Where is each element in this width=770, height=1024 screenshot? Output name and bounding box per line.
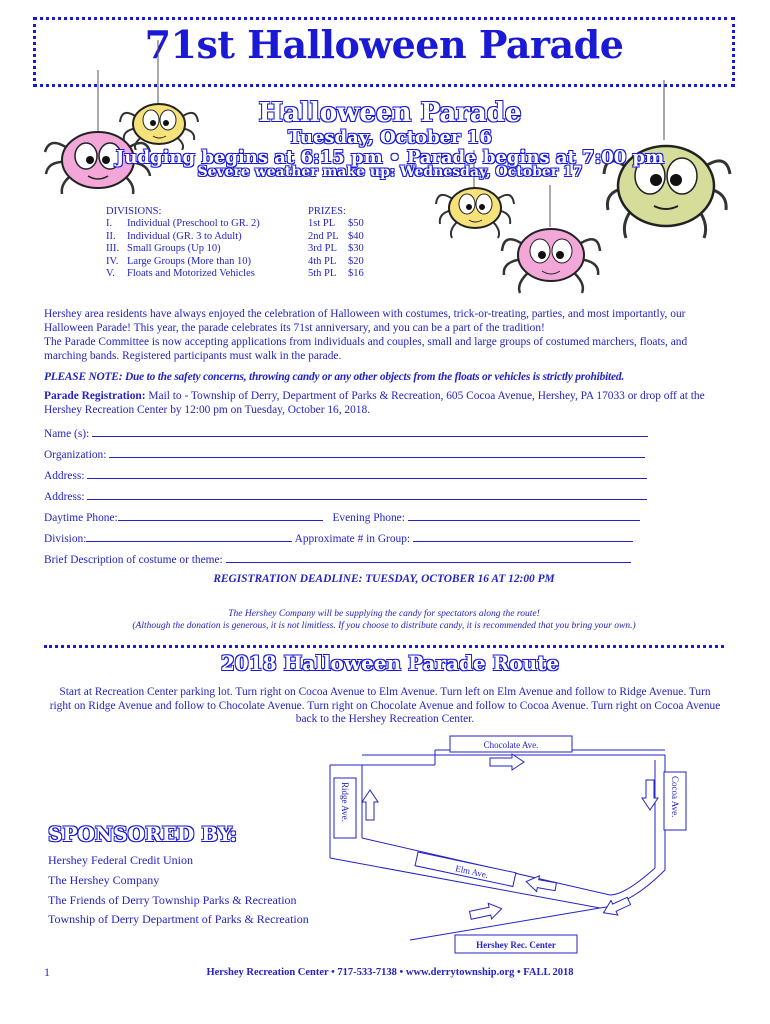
costume-field[interactable] [226, 552, 631, 563]
map-label-rec-center: Hershey Rec. Center [476, 940, 556, 950]
division-item: I. Individual (Preschool to GR. 2) [106, 218, 260, 230]
subtitle: Halloween Parade [258, 98, 522, 128]
evening-phone-field[interactable] [408, 510, 640, 521]
name-label: Name (s): [44, 428, 90, 440]
map-label-cocoa: Cocoa Ave. [670, 776, 680, 818]
registration-text: Mail to - Township of Derry, Department of Parks & Recreation, 605 Cocoa Avenue, Hershey, PA 17033 or drop off at the Hershey Recreation Center by 12:00 pm on Tuesday, October 16, 2018. [44, 390, 705, 416]
map-label-chocolate: Chocolate Ave. [483, 740, 539, 750]
map-label-ridge: Ridge Ave. [340, 782, 350, 822]
registration-label: Parade Registration: [44, 390, 146, 402]
prize-item: 5th PL $16 [308, 268, 364, 280]
route-description: Start at Recreation Center parking lot. Turn right on Cocoa Avenue to Elm Avenue. Turn left on Elm Avenue and follow to Ridge Avenue. Turn right on Ridge Avenue and follow to Chocolate Avenue. Turn right on Chocolate Avenue and follow to Cocoa Avenue. Turn right on Cocoa Avenue back to the Hershey Recreation Center. [49, 686, 721, 726]
division-label: Division: [44, 533, 87, 545]
footer-text: Hershey Recreation Center • 717-533-7138 • www.derrytownship.org • FALL 2018 [206, 967, 574, 978]
arrow-down-icon [642, 780, 658, 810]
address-field-1[interactable] [87, 468, 647, 479]
division-field[interactable] [86, 531, 292, 542]
sponsor-item: The Hershey Company [48, 872, 160, 887]
evening-phone-label: Evening Phone: [332, 512, 405, 524]
prize-item: 4th PL $20 [308, 255, 364, 267]
sponsors-list [48, 851, 309, 930]
form-row-address-2 [44, 489, 647, 503]
date-line: Tuesday, October 16 [288, 127, 492, 148]
route-map [300, 730, 720, 965]
form-row-division [44, 531, 633, 545]
organization-label: Organization: [44, 449, 107, 461]
intro-paragraph-2: The Parade Committee is now accepting applications from individuals and couples, small and large groups of costumed marchers, floats, and marching bands. Registered participants must walk in the parade. [44, 336, 688, 362]
arrow-right-icon [469, 901, 504, 923]
candy-note-line-1: The Hershey Company will be supplying the candy for spectators along the route! [228, 609, 540, 619]
spider-icon-pink-right [498, 185, 608, 310]
division-item: II. Individual (GR. 3 to Adult) [106, 230, 242, 242]
division-item: IV. Large Groups (More than 10) [106, 255, 252, 267]
approx-group-label: Approximate # in Group: [294, 533, 411, 545]
form-row-name [44, 426, 648, 440]
form-row-organization [44, 447, 645, 461]
candy-note-line-2: (Although the donation is generous, it is not limitless. If you choose to distribute candy, it is recommended that you bring your own.) [132, 621, 636, 631]
daytime-phone-label: Daytime Phone: [44, 512, 118, 524]
prize-item: 2nd PL $40 [308, 230, 364, 242]
address-label: Address: [44, 470, 85, 482]
form-row-address-1 [44, 468, 647, 482]
divisions-list [106, 206, 260, 280]
prize-item: 1st PL $50 [308, 218, 364, 230]
prizes-list [308, 206, 364, 280]
times-line: Judging begins at 6:15 pm • Parade begins at 7:00 pm [115, 147, 665, 168]
registration-paragraph [44, 390, 724, 417]
candy-note [44, 608, 724, 632]
organization-field[interactable] [109, 447, 645, 458]
intro-paragraph-1: Hershey area residents have always enjoyed the celebration of Halloween with costumes, trick-or-treating, parties, and most importantly, our Halloween Parade! This year, the parade celebrates its 71st anniversary, and you can be a part of the tradition! [44, 308, 686, 334]
daytime-phone-field[interactable] [118, 510, 323, 521]
costume-label: Brief Description of costume or theme: [44, 554, 223, 566]
sponsor-item: Township of Derry Department of Parks & Recreation [48, 912, 309, 927]
address-field-2[interactable] [87, 489, 647, 500]
weather-line: Severe weather make up: Wednesday, October 17 [197, 164, 583, 180]
safety-note: PLEASE NOTE: Due to the safety concerns, throwing candy or any other objects from the floats or vehicles is strictly prohibited. [44, 371, 625, 383]
division-item: III. Small Groups (Up 10) [106, 243, 221, 255]
page-title: 71st Halloween Parade [144, 22, 624, 67]
prize-item: 3rd PL $30 [308, 243, 364, 255]
prizes-heading: PRIZES: [308, 206, 346, 217]
map-label-elm: Elm Ave. [454, 863, 490, 880]
approx-group-field[interactable] [413, 531, 633, 542]
sponsor-item: Hershey Federal Credit Union [48, 853, 193, 867]
name-field[interactable] [92, 426, 648, 437]
page-number: 1 [44, 965, 50, 979]
divisions-heading: DIVISIONS: [106, 206, 162, 217]
sponsor-item: The Friends of Derry Township Parks & Recreation [48, 892, 297, 907]
division-item: V. Floats and Motorized Vehicles [106, 268, 255, 280]
arrow-right-icon [490, 754, 524, 770]
address-label: Address: [44, 491, 85, 503]
sponsors-heading: SPONSORED BY: [48, 822, 237, 846]
registration-deadline: REGISTRATION DEADLINE: TUESDAY, OCTOBER 16 AT 12:00 PM [213, 573, 555, 585]
section-divider [44, 645, 724, 648]
arrow-up-icon [362, 790, 378, 820]
form-row-costume [44, 552, 631, 566]
route-heading: 2018 Halloween Parade Route [220, 651, 560, 675]
form-row-phones [44, 510, 640, 524]
